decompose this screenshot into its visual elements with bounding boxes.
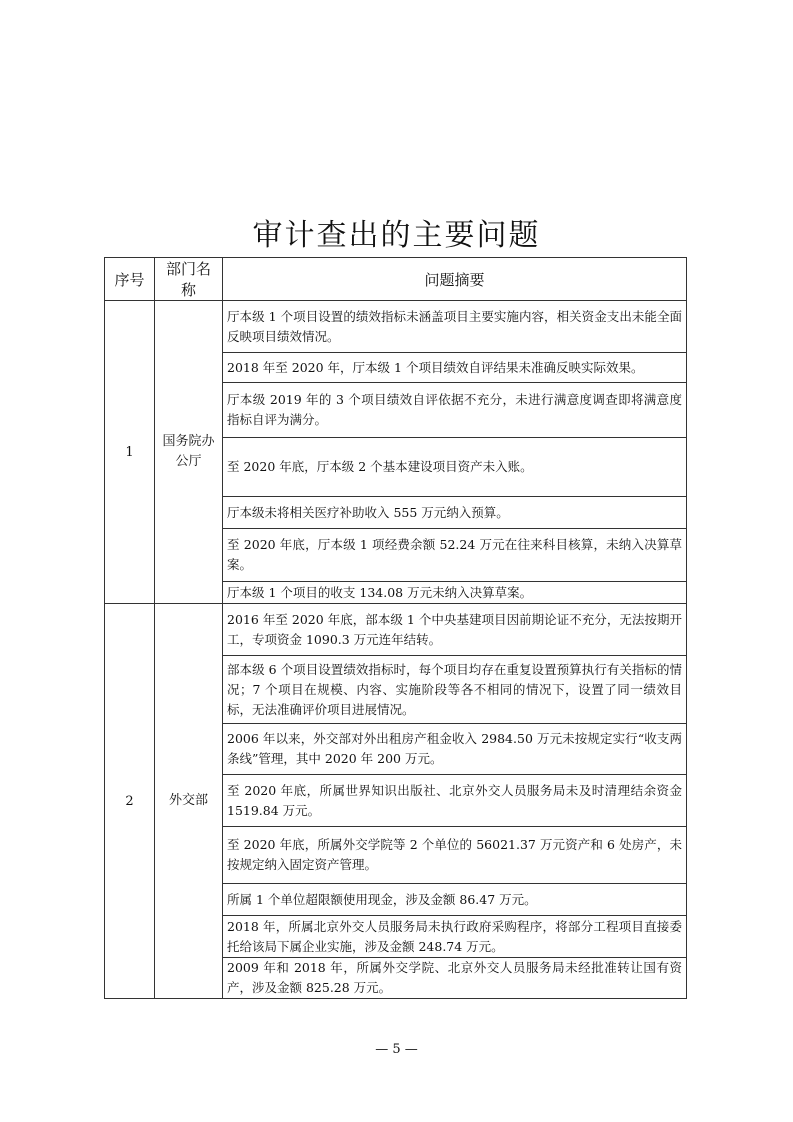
issue-summary: 厅本级 2019 年的 3 个项目绩效自评依据不充分，未进行满意度调查即将满意度指标自评为满分。: [223, 383, 687, 438]
issue-summary: 2018 年至 2020 年，厅本级 1 个项目绩效自评结果未准确反映实际效果。: [223, 353, 687, 383]
header-summary: 问题摘要: [223, 258, 687, 301]
issue-summary: 2009 年和 2018 年，所属外交学院、北京外交人员服务局未经批准转让国有资产，涉及金额 825.28 万元。: [223, 958, 687, 999]
header-department: 部门名称: [155, 258, 223, 301]
issue-summary: 2006 年以来，外交部对外出租房产租金收入 2984.50 万元未按规定实行“收支两条线”管理，其中 2020 年 200 万元。: [223, 724, 687, 775]
table-row: [105, 301, 687, 353]
department-name: 外交部: [155, 604, 223, 999]
page-number: — 5 —: [375, 1042, 418, 1057]
issue-summary: 至 2020 年底，所属外交学院等 2 个单位的 56021.37 万元资产和 6 处房产，未按规定纳入固定资产管理。: [223, 827, 687, 884]
issue-summary: 至 2020 年底，厅本级 2 个基本建设项目资产未入账。: [223, 438, 687, 497]
issue-summary: 厅本级 1 个项目的收支 134.08 万元未纳入决算草案。: [223, 582, 687, 604]
issue-summary: 2016 年至 2020 年底，部本级 1 个中央基建项目因前期论证不充分，无法按期开工，专项资金 1090.3 万元连年结转。: [223, 604, 687, 656]
audit-issues-table: [104, 257, 687, 999]
table-header-row: [105, 258, 687, 301]
issue-summary: 厅本级 1 个项目设置的绩效指标未涵盖项目主要实施内容，相关资金支出未能全面反映项目绩效情况。: [223, 301, 687, 353]
issue-summary: 至 2020 年底，所属世界知识出版社、北京外交人员服务局未及时清理结余资金 1519.84 万元。: [223, 775, 687, 827]
row-number: 2: [105, 604, 155, 999]
issue-summary: 部本级 6 个项目设置绩效指标时，每个项目均存在重复设置预算执行有关指标的情况；7 个项目在规模、内容、实施阶段等各不相同的情况下，设置了同一绩效目标，无法准确评价项目进展情况。: [223, 656, 687, 724]
row-number: 1: [105, 301, 155, 604]
issue-summary: 至 2020 年底，厅本级 1 项经费余额 52.24 万元在往来科目核算，未纳入决算草案。: [223, 529, 687, 582]
issue-summary: 厅本级未将相关医疗补助收入 555 万元纳入预算。: [223, 497, 687, 529]
issue-summary: 2018 年，所属北京外交人员服务局未执行政府采购程序，将部分工程项目直接委托给该局下属企业实施，涉及金额 248.74 万元。: [223, 916, 687, 958]
page-title: 审计查出的主要问题: [252, 218, 541, 253]
table-row: [105, 604, 687, 656]
department-name: 国务院办公厅: [155, 301, 223, 604]
issue-summary: 所属 1 个单位超限额使用现金，涉及金额 86.47 万元。: [223, 884, 687, 916]
header-number: 序号: [105, 258, 155, 301]
